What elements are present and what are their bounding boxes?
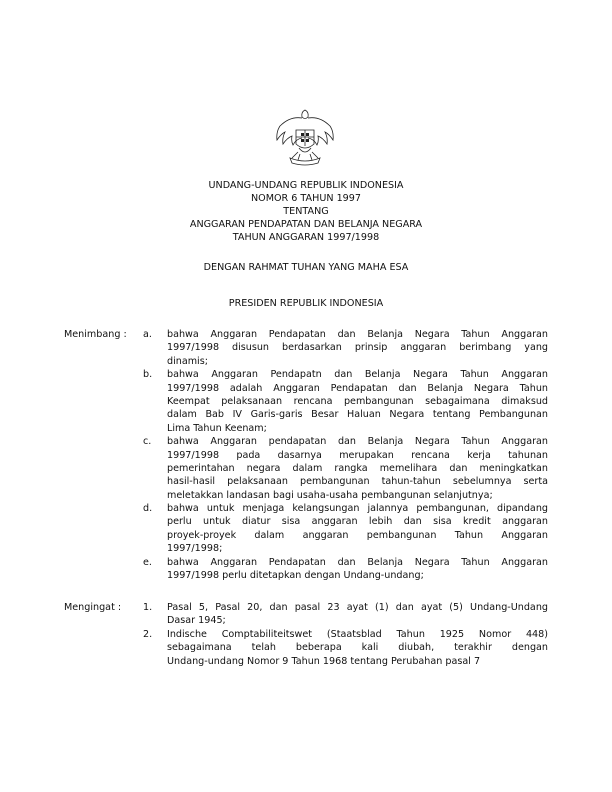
item-text-line: Pasal 5, Pasal 20, dan pasal 23 ayat (1) dan ayat (5) Undang-Undang <box>167 602 548 613</box>
item-text-line: 1997/1998 adalah Anggaran Pendapatan dan Belanja Negara Tahun <box>167 382 548 394</box>
item-marker: d. <box>143 503 153 515</box>
president-heading: PRESIDEN REPUBLIK INDONESIA <box>228 298 384 309</box>
garuda-emblem-icon <box>272 106 338 168</box>
title-line: NOMOR 6 TAHUN 1997 <box>251 193 361 204</box>
title-line: UNDANG-UNDANG REPUBLIK INDONESIA <box>208 180 404 191</box>
title-line: TENTANG <box>283 206 329 217</box>
item-text-line: 1997/1998; <box>167 543 223 555</box>
item-text-line: bahwa Anggaran Pendapatn dan Belanja Negara Tahun Anggaran <box>167 369 548 381</box>
item-text-line: bahwa Anggaran Pendapatan dan Belanja Negara Tahun Anggaran <box>167 329 548 340</box>
item-marker: e. <box>143 556 152 568</box>
item-text-line: pemerintahan negara dalam rangka memelihara dan meningkatkan <box>167 462 548 474</box>
mengingat-section <box>0 601 612 668</box>
menimbang-item <box>0 556 612 583</box>
item-text-line: Lima Tahun Keenam; <box>167 422 267 434</box>
item-marker: 1. <box>143 602 153 613</box>
item-text-line: perlu untuk diatur sisa anggaran lebih dan sisa kredit anggaran <box>167 516 548 528</box>
mengingat-item <box>0 628 612 668</box>
menimbang-item <box>0 435 612 502</box>
item-text-line: sebagaimana telah beberapa kali diubah, terakhir dengan <box>167 642 548 654</box>
title-line: TAHUN ANGGARAN 1997/1998 <box>232 232 380 243</box>
item-text-line: Indische Comptabiliteitswet (Staatsblad Tahun 1925 Nomor 448) <box>167 628 548 640</box>
item-text-line: 1997/1998 perlu ditetapkan dengan Undang-undang; <box>167 570 424 582</box>
item-text-line: proyek-proyek dalam anggaran pembangunan Tahun Anggaran <box>167 529 548 541</box>
item-text-line: bahwa Anggaran Pendapatan dan Belanja Negara Tahun Anggaran <box>167 556 548 568</box>
menimbang-label: Menimbang : <box>64 329 127 340</box>
item-marker: c. <box>143 436 152 448</box>
item-text-line: 1997/1998 disusun berdasarkan prinsip anggaran berimbang yang <box>167 342 548 354</box>
mengingat-label: Mengingat : <box>64 602 122 613</box>
item-marker: 2. <box>143 628 153 640</box>
menimbang-item <box>0 368 612 435</box>
menimbang-item <box>0 502 612 556</box>
menimbang-item <box>0 328 612 368</box>
menimbang-section <box>0 328 612 582</box>
item-marker: a. <box>143 329 152 340</box>
document-title <box>0 179 612 244</box>
item-text-line: Undang-undang Nomor 9 Tahun 1968 tentang Perubahan pasal 7 <box>167 655 481 667</box>
invocation: DENGAN RAHMAT TUHAN YANG MAHA ESA <box>203 262 409 273</box>
item-text-line: bahwa untuk menjaga kelangsungan jalannya pembangunan, dipandang <box>167 503 548 515</box>
title-line: ANGGARAN PENDAPATAN DAN BELANJA NEGARA <box>189 219 423 230</box>
item-text-line: Keempat pelaksanaan rencana pembangunan sebagaimana dimaksud <box>167 395 548 407</box>
item-text-line: 1997/1998 pada dasarnya merupakan rencana kerja tahunan <box>167 449 548 461</box>
mengingat-item <box>0 601 612 628</box>
item-text-line: dinamis; <box>167 355 208 367</box>
item-text-line: meletakkan landasan bagi usaha-usaha pembangunan selanjutnya; <box>167 489 493 501</box>
item-text-line: hasil-hasil pelaksanaan pembangunan tahun-tahun sebelumnya serta <box>167 476 548 488</box>
item-text-line: dalam Bab IV Garis-garis Besar Haluan Negara tentang Pembangunan <box>167 409 548 421</box>
item-marker: b. <box>143 369 153 381</box>
item-text-line: Dasar 1945; <box>167 615 226 627</box>
item-text-line: bahwa Anggaran pendapatan dan Belanja Negara Tahun Anggaran <box>167 436 548 448</box>
